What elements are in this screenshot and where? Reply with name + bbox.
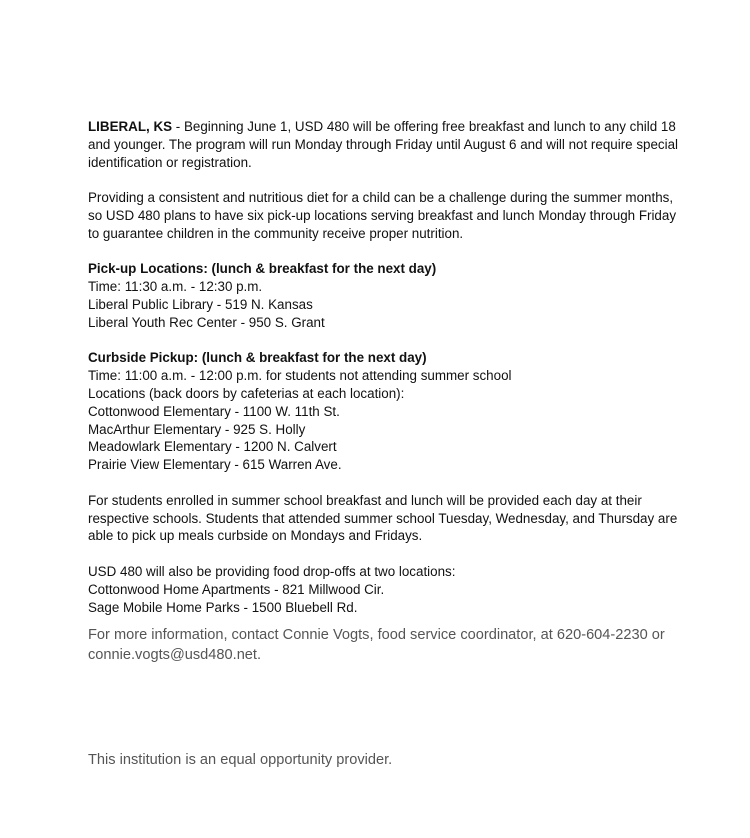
pickup-time: Time: 11:30 a.m. - 12:30 p.m. <box>88 279 263 295</box>
dateline: LIBERAL, KS <box>88 119 173 134</box>
dropoffs-intro: USD 480 will also be providing food drop-offs at two locations: <box>88 563 456 579</box>
contact-paragraph: For more information, contact Connie Vogts, food service coordinator, at 620-604-2230 or connie.vogts@usd480.net. <box>88 627 665 664</box>
curbside-section <box>88 349 688 474</box>
pickup-location: Liberal Youth Rec Center - 950 S. Grant <box>88 314 325 330</box>
dropoff-location: Sage Mobile Home Parks - 1500 Bluebell Rd. <box>88 599 358 615</box>
summer-school-paragraph: For students enrolled in summer school breakfast and lunch will be provided each day at their respective schools. Students that attended summer school Tuesday, Wednesday, and Thursday are able to pick up meals curbside on Mondays and Fridays. <box>88 492 678 544</box>
pickup-heading: Pick-up Locations: (lunch & breakfast for the next day) <box>88 261 437 277</box>
nutrition-paragraph: Providing a consistent and nutritious diet for a child can be a challenge during the summer months, so USD 480 plans to have six pick-up locations serving breakfast and lunch Monday through Friday to guarantee children in the community receive proper nutrition. <box>88 190 677 241</box>
intro-paragraph <box>88 118 688 171</box>
pickup-location: Liberal Public Library - 519 N. Kansas <box>88 296 313 312</box>
curbside-location: MacArthur Elementary - 925 S. Holly <box>88 421 306 437</box>
curbside-location: Cottonwood Elementary - 1100 W. 11th St. <box>88 403 340 419</box>
dropoff-location: Cottonwood Home Apartments - 821 Millwood Cir. <box>88 581 385 597</box>
equal-opportunity-footer: This institution is an equal opportunity provider. <box>88 752 393 768</box>
intro-text: - Beginning June 1, USD 480 will be offering free breakfast and lunch to any child 18 and younger. The program will run Monday through Friday until August 6 and will not require special identification or registration. <box>88 119 679 170</box>
dropoffs-section <box>88 563 688 616</box>
document-body <box>88 118 688 666</box>
pickup-section <box>88 260 688 331</box>
curbside-location: Prairie View Elementary - 615 Warren Ave. <box>88 457 342 473</box>
curbside-location: Meadowlark Elementary - 1200 N. Calvert <box>88 439 337 455</box>
curbside-heading: Curbside Pickup: (lunch & breakfast for the next day) <box>88 350 427 366</box>
curbside-locations-note: Locations (back doors by cafeterias at each location): <box>88 385 405 401</box>
curbside-time: Time: 11:00 a.m. - 12:00 p.m. for students not attending summer school <box>88 368 512 384</box>
